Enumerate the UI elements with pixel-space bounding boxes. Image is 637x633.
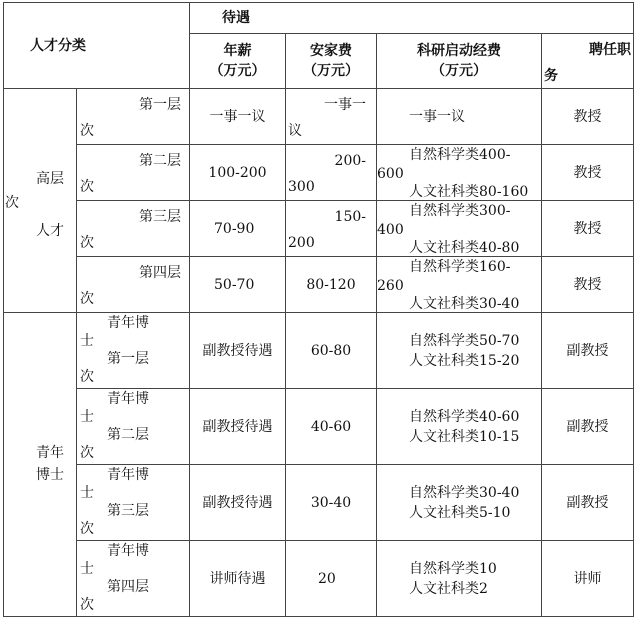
- settlement-cell: 200- 300: [286, 145, 377, 201]
- header-treatment: 待遇: [190, 3, 634, 34]
- settlement-cell: 一事一 议: [286, 89, 377, 145]
- salary-cell: 副教授待遇: [190, 389, 286, 465]
- research-cell: 自然科学类30-40 人文社科类5-10: [377, 465, 542, 541]
- position-cell: 副教授: [542, 465, 634, 541]
- research-cell: 自然科学类160- 260 人文社科类30-40: [377, 257, 542, 313]
- position-cell: 副教授: [542, 389, 634, 465]
- level-cell: 青年博 士 第四层 次: [77, 541, 190, 617]
- position-cell: 教授: [542, 201, 634, 257]
- salary-cell: 50-70: [190, 257, 286, 313]
- level-cell: 第三层 次: [77, 201, 190, 257]
- settlement-cell: 80-120: [286, 257, 377, 313]
- settlement-cell: 20: [286, 541, 377, 617]
- header-category: 人才分类: [4, 3, 190, 89]
- header-position: 聘任职 务: [542, 34, 634, 89]
- position-cell: 讲师: [542, 541, 634, 617]
- group-label-high-level: 次 高层 人才: [4, 89, 77, 313]
- level-cell: 第一层 次: [77, 89, 190, 145]
- settlement-cell: 30-40: [286, 465, 377, 541]
- level-cell: 第二层 次: [77, 145, 190, 201]
- level-cell: 青年博 士 第三层 次: [77, 465, 190, 541]
- header-research-funding: 科研启动经费 （万元）: [377, 34, 542, 89]
- research-cell: 自然科学类10 人文社科类2: [377, 541, 542, 617]
- salary-cell: 副教授待遇: [190, 313, 286, 389]
- salary-cell: 70-90: [190, 201, 286, 257]
- research-cell: 自然科学类400- 600 人文社科类80-160: [377, 145, 542, 201]
- level-cell: 青年博 士 第一层 次: [77, 313, 190, 389]
- settlement-cell: 150- 200: [286, 201, 377, 257]
- talent-treatment-table: [3, 2, 634, 617]
- header-salary: 年薪 （万元）: [190, 34, 286, 89]
- salary-cell: 100-200: [190, 145, 286, 201]
- position-cell: 教授: [542, 257, 634, 313]
- salary-cell: 讲师待遇: [190, 541, 286, 617]
- research-cell: 自然科学类50-70 人文社科类15-20: [377, 313, 542, 389]
- position-cell: 副教授: [542, 313, 634, 389]
- settlement-cell: 40-60: [286, 389, 377, 465]
- group-label-young-phd: 青年 博士: [4, 313, 77, 617]
- position-cell: 教授: [542, 89, 634, 145]
- settlement-cell: 60-80: [286, 313, 377, 389]
- position-cell: 教授: [542, 145, 634, 201]
- research-cell: 自然科学类300- 400 人文社科类40-80: [377, 201, 542, 257]
- header-settlement: 安家费 （万元）: [286, 34, 377, 89]
- level-cell: 青年博 士 第二层 次: [77, 389, 190, 465]
- level-cell: 第四层 次: [77, 257, 190, 313]
- salary-cell: 副教授待遇: [190, 465, 286, 541]
- research-cell: 自然科学类40-60 人文社科类10-15: [377, 389, 542, 465]
- salary-cell: 一事一议: [190, 89, 286, 145]
- research-cell: 一事一议: [377, 89, 542, 145]
